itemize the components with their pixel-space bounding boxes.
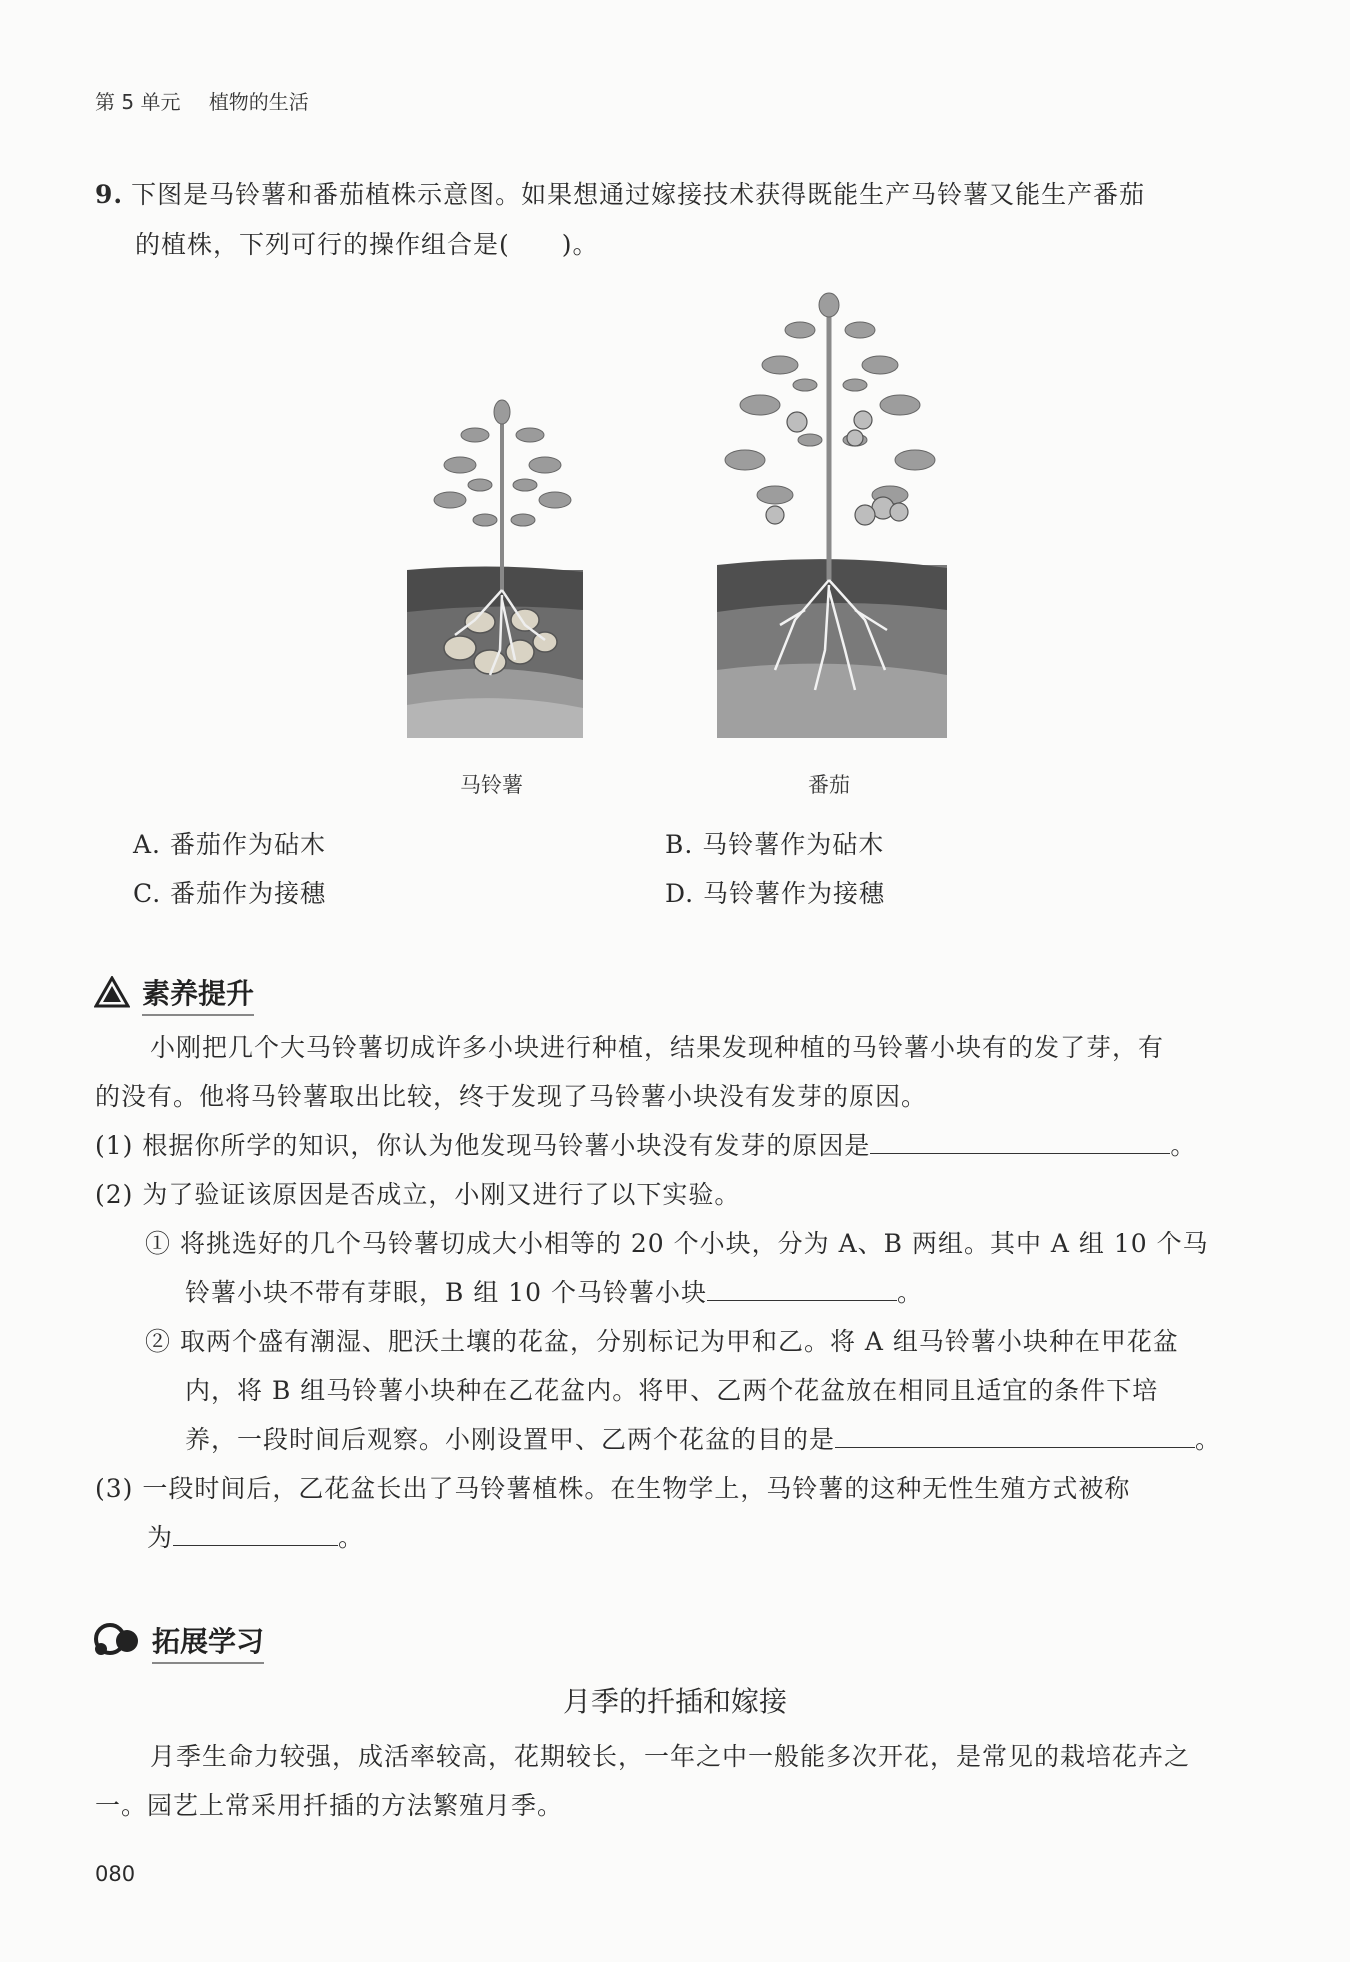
answer-blank-1[interactable] [870, 1125, 1170, 1154]
unit-title: 植物的生活 [208, 90, 309, 114]
question-9 [95, 170, 1225, 270]
section1-step2: ② 取两个盛有潮湿、肥沃土壤的花盆，分别标记为甲和乙。将 A 组马铃薯小块种在甲花盆 内，将 B 组马铃薯小块种在乙花盆内。将甲、乙两个花盆放在相同且适宜的条件下培 养，一段时间后观察。小刚设置甲、乙两个花盆的目的是 。 [145, 1327, 1222, 1454]
option-a[interactable]: A. 番茄作为砧木 [133, 830, 326, 859]
unit-label: 第 5 单元 [95, 90, 181, 114]
section-title-extension: 拓展学习 [152, 1620, 264, 1660]
option-c[interactable]: C. 番茄作为接穗 [133, 879, 327, 908]
page-number: 080 [95, 1862, 136, 1886]
caption-potato: 马铃薯 [460, 773, 523, 797]
answer-blank-4[interactable] [173, 1517, 338, 1546]
option-d[interactable]: D. 马铃薯作为接穗 [665, 879, 886, 908]
article-body: 月季生命力较强，成活率较高，花期较长，一年之中一般能多次开花，是常见的栽培花卉之 一。园艺上常采用扦插的方法繁殖月季。 [95, 1742, 1191, 1820]
caption-tomato: 番茄 [808, 773, 850, 797]
question-line-1: 下图是马铃薯和番茄植株示意图。如果想通过嫁接技术获得既能生产马铃薯又能生产番茄 [131, 180, 1146, 209]
section1-q2: (2) 为了验证该原因是否成立，小刚又进行了以下实验。 [95, 1180, 741, 1209]
answer-blank-2[interactable] [707, 1272, 897, 1301]
article-title: 月季的扦插和嫁接 [562, 1685, 787, 1718]
question-number: 9. [95, 180, 124, 209]
section-title-literacy: 素养提升 [142, 972, 254, 1012]
section1-q3: (3) 一段时间后，乙花盆长出了马铃薯植株。在生物学上，马铃薯的这种无性生殖方式被称 为 。 [95, 1474, 1131, 1552]
section1-intro: 小刚把几个大马铃薯切成许多小块进行种植，结果发现种植的马铃薯小块有的发了芽，有 的没有。他将马铃薯取出比较，终于发现了马铃薯小块没有发芽的原因。 [95, 1033, 1165, 1111]
book-expand-icon [93, 1622, 143, 1656]
section1-step1: ① 将挑选好的几个马铃薯切成大小相等的 20 个小块，分为 A、B 两组。其中 A 组 10 个马 铃薯小块不带有芽眼，B 组 10 个马铃薯小块 。 [145, 1229, 1209, 1307]
question-line-2: 的植株，下列可行的操作组合是( )。 [135, 230, 599, 259]
page-header [95, 86, 309, 115]
tomato-plant-illustration [715, 290, 950, 740]
triangle-warning-icon [94, 976, 130, 1008]
answer-blank-3[interactable] [835, 1419, 1195, 1448]
section1-q1: (1) 根据你所学的知识，你认为他发现马铃薯小块没有发芽的原因是 。 [95, 1121, 1225, 1170]
option-b[interactable]: B. 马铃薯作为砧木 [665, 830, 885, 859]
potato-plant-illustration [405, 390, 585, 740]
